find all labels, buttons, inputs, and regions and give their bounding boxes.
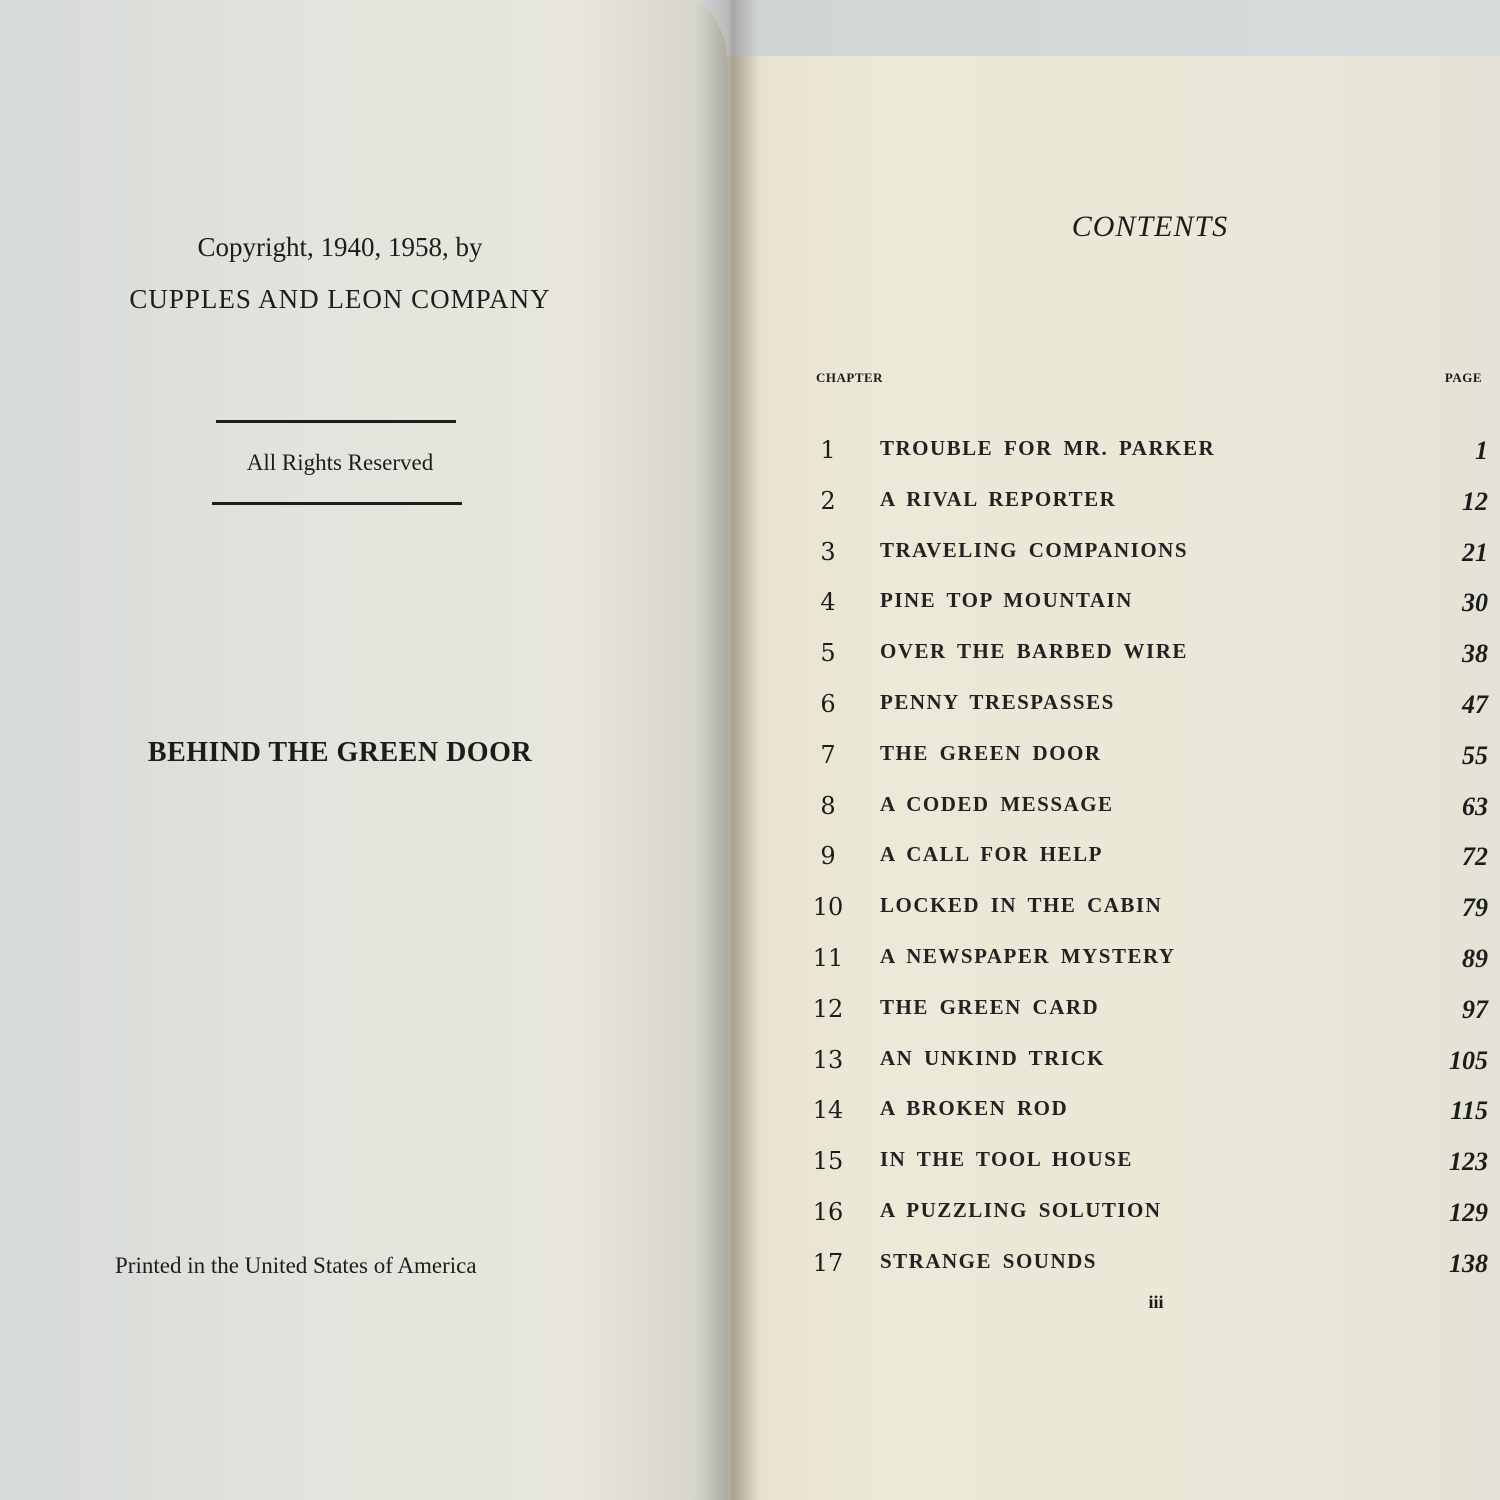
contents-row — [728, 1249, 1500, 1289]
chapter-page-number: 138 — [1449, 1248, 1488, 1278]
chapter-number: 17 — [812, 1248, 844, 1277]
chapter-page-number: 89 — [1462, 944, 1488, 973]
chapter-number: 11 — [812, 944, 844, 972]
publisher-line: CUPPLES AND LEON COMPANY — [129, 284, 551, 314]
chapter-number: 15 — [812, 1147, 844, 1176]
chapter-number: 2 — [820, 486, 836, 515]
contents-row — [728, 842, 1500, 882]
printed-line: Printed in the United States of America — [115, 1253, 477, 1278]
chapter-page-number: 30 — [1462, 588, 1488, 618]
chapter-title: PENNY TRESPASSES — [880, 690, 1115, 714]
chapter-page-number: 63 — [1462, 791, 1488, 821]
chapter-number: 6 — [820, 690, 836, 718]
book-title: BEHIND THE GREEN DOOR — [147, 737, 533, 768]
copyright-page — [0, 0, 728, 1500]
chapter-page-number: 115 — [1450, 1096, 1488, 1126]
chapter-page-number: 21 — [1462, 537, 1488, 567]
chapter-number: 3 — [820, 537, 836, 566]
contents-row — [728, 487, 1500, 527]
chapter-title: A NEWSPAPER MYSTERY — [880, 944, 1176, 968]
chapter-number: 5 — [820, 639, 836, 668]
chapter-number: 1 — [820, 436, 836, 464]
chapter-page-number: 79 — [1462, 893, 1488, 923]
chapter-title: THE GREEN DOOR — [880, 740, 1102, 765]
chapter-page-number: 38 — [1462, 639, 1488, 669]
rights-line: All Rights Reserved — [246, 450, 434, 475]
chapter-title: AN UNKIND TRICK — [880, 1045, 1105, 1070]
chapter-page-number: 97 — [1462, 994, 1488, 1024]
contents-row — [728, 995, 1500, 1035]
chapter-number: 14 — [812, 1096, 844, 1125]
chapter-number: 16 — [812, 1198, 844, 1226]
chapter-title: A CALL FOR HELP — [880, 842, 1103, 867]
chapter-title: PINE TOP MOUNTAIN — [880, 588, 1133, 613]
contents-row — [728, 893, 1500, 933]
chapter-title: STRANGE SOUNDS — [880, 1248, 1097, 1273]
chapter-number: 12 — [812, 994, 844, 1023]
divider-rule-bottom — [212, 502, 462, 505]
contents-row — [728, 741, 1500, 781]
contents-row — [728, 1096, 1500, 1136]
page-column-label: PAGE — [1444, 370, 1482, 385]
contents-row — [728, 690, 1500, 730]
chapter-page-number: 47 — [1462, 690, 1488, 719]
contents-row — [728, 944, 1500, 984]
chapter-title: A PUZZLING SOLUTION — [880, 1198, 1162, 1222]
divider-rule-top — [216, 420, 456, 423]
chapter-number: 10 — [812, 893, 844, 922]
chapter-page-number: 123 — [1449, 1147, 1488, 1177]
chapter-page-number: 72 — [1462, 842, 1488, 872]
contents-row — [728, 588, 1500, 628]
chapter-title: A CODED MESSAGE — [880, 791, 1114, 816]
chapter-number: 8 — [820, 791, 836, 820]
contents-row — [728, 1147, 1500, 1187]
contents-row — [728, 538, 1500, 578]
chapter-title: A RIVAL REPORTER — [880, 486, 1117, 511]
chapter-number: 13 — [812, 1045, 844, 1074]
contents-row — [728, 436, 1500, 476]
copyright-line: Copyright, 1940, 1958, by — [197, 232, 483, 262]
chapter-page-number: 105 — [1449, 1045, 1488, 1075]
chapter-page-number: 12 — [1462, 486, 1488, 516]
chapter-page-number: 1 — [1475, 436, 1488, 465]
chapter-page-number: 129 — [1449, 1198, 1488, 1227]
chapter-title: TRAVELING COMPANIONS — [880, 537, 1189, 562]
contents-page — [728, 56, 1500, 1500]
chapter-title: LOCKED IN THE CABIN — [880, 893, 1163, 918]
chapter-title: IN THE TOOL HOUSE — [880, 1147, 1133, 1172]
chapter-title: TROUBLE FOR MR. PARKER — [880, 436, 1216, 460]
contents-row — [728, 792, 1500, 832]
chapter-page-number: 55 — [1462, 740, 1488, 770]
page-folio: iii — [1148, 1292, 1164, 1312]
chapter-title: A BROKEN ROD — [880, 1096, 1069, 1121]
chapter-title: THE GREEN CARD — [880, 994, 1100, 1019]
chapter-column-label: CHAPTER — [816, 370, 884, 385]
contents-row — [728, 1046, 1500, 1086]
contents-heading: CONTENTS — [1071, 210, 1229, 243]
chapter-number: 9 — [820, 842, 836, 871]
chapter-title: OVER THE BARBED WIRE — [880, 639, 1188, 664]
chapter-number: 4 — [820, 588, 836, 617]
contents-row — [728, 1198, 1500, 1238]
chapter-number: 7 — [820, 740, 836, 769]
contents-row — [728, 639, 1500, 679]
